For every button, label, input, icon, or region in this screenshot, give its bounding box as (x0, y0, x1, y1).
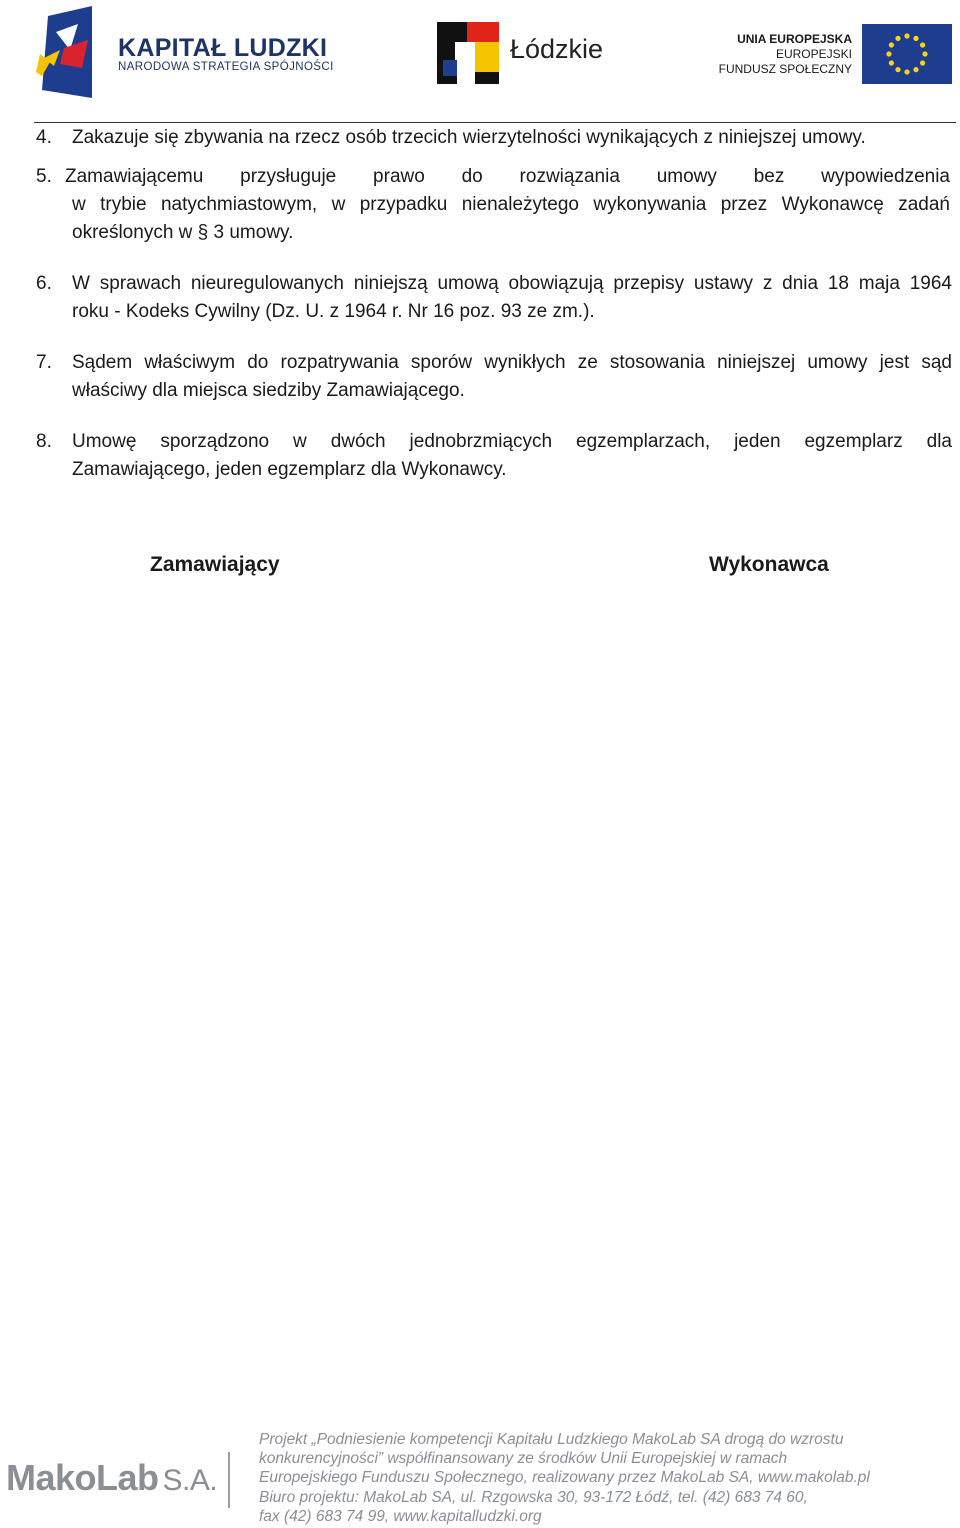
eu-caption (700, 32, 852, 77)
clause-text (72, 270, 952, 326)
kapital-ludzki-title: KAPITAŁ LUDZKI (118, 34, 328, 62)
makolab-logo (6, 1457, 217, 1499)
makolab-suffix: S.A. (162, 1464, 218, 1497)
clause-line: Umowę sporządzono w dwóch jednobrzmiących egzemplarzach, jeden egzemplarz dla (72, 431, 952, 452)
clause-number: 5. (36, 166, 52, 187)
eu-caption-line-3: FUNDUSZ SPOŁECZNY (718, 62, 852, 76)
kapital-ludzki-subtitle: NARODOWA STRATEGIA SPÓJNOŚCI (118, 61, 334, 73)
page-header (0, 0, 960, 122)
footer-divider (228, 1452, 230, 1508)
clause-number: 7. (36, 352, 52, 373)
signature-contractor: Wykonawca (709, 553, 829, 576)
footer-line: Europejskiego Funduszu Społecznego, realizowany przez MakoLab SA, www.makolab.pl (259, 1469, 870, 1487)
clause-line: W sprawach nieuregulowanych niniejszą umową obowiązują przepisy ustawy z dnia 18 maja 1964 (72, 273, 952, 294)
lodzkie-name: Łódzkie (510, 34, 604, 64)
clause-line: Sądem właściwym do rozpatrywania sporów wynikłych ze stosowania niniejszej umowy jest sąd (72, 352, 952, 373)
clause-text (72, 124, 952, 152)
clause-line: właściwy dla miejsca siedziby Zamawiającego. (72, 380, 465, 401)
footer-line: konkurencyjności” współfinansowany ze środków Unii Europejskiej w ramach (259, 1450, 788, 1468)
signature-ordering-party: Zamawiający (150, 553, 280, 576)
clause-line: określonych w § 3 umowy. (72, 222, 294, 243)
eu-flag-icon (862, 24, 952, 84)
lodzkie-logo-icon (437, 22, 499, 84)
clause-text (65, 163, 950, 247)
footer-line: Projekt „Podniesienie kompetencji Kapitału Ludzkiego MakoLab SA drogą do wzrostu (259, 1431, 844, 1448)
clause-line: w trybie natychmiastowym, w przypadku nienależytego wykonywania przez Wykonawcę zadań (72, 194, 950, 215)
clause-line: Zamawiającemu przysługuje prawo do rozwiązania umowy bez wypowiedzenia (65, 166, 950, 187)
clause-number: 6. (36, 273, 52, 294)
clause-text (72, 349, 952, 405)
kapital-ludzki-logo-icon (34, 6, 94, 98)
eu-caption-line-1: UNIA EUROPEJSKA (737, 32, 852, 46)
clause-line: roku - Kodeks Cywilny (Dz. U. z 1964 r. Nr 16 poz. 93 ze zm.). (72, 301, 595, 322)
footer-line: Biuro projektu: MakoLab SA, ul. Rzgowska 30, 93-172 Łódź, tel. (42) 683 74 60, (259, 1488, 808, 1506)
header-divider (34, 122, 956, 123)
clause-line: Zamawiającego, jeden egzemplarz dla Wykonawcy. (72, 459, 507, 480)
eu-caption-line-2: EUROPEJSKI (775, 47, 852, 61)
footer-line: fax (42) 683 74 99, www.kapitalludzki.org (259, 1507, 542, 1525)
clause-line: Zakazuje się zbywania na rzecz osób trzecich wierzytelności wynikających z niniejszej umowy. (72, 127, 866, 148)
footer-project-info (259, 1430, 959, 1526)
makolab-name: MakoLab (6, 1457, 159, 1498)
clause-number: 4. (36, 127, 52, 148)
clause-number: 8. (36, 431, 52, 452)
clause-text (72, 428, 952, 484)
